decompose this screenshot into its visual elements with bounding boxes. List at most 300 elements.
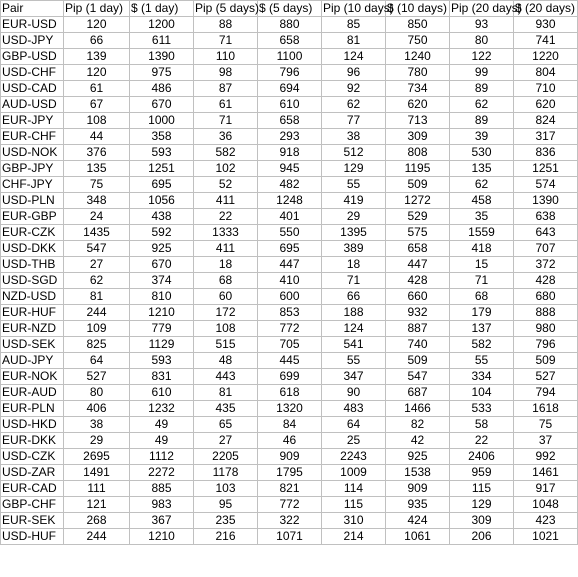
value-cell[interactable]: 89 [450, 113, 514, 129]
value-cell[interactable]: 527 [514, 369, 578, 385]
value-cell[interactable]: 1071 [258, 529, 322, 545]
value-cell[interactable]: 347 [322, 369, 386, 385]
value-cell[interactable]: 62 [64, 273, 130, 289]
value-cell[interactable]: 81 [64, 289, 130, 305]
value-cell[interactable]: 527 [64, 369, 130, 385]
value-cell[interactable]: 658 [258, 33, 322, 49]
value-cell[interactable]: 77 [322, 113, 386, 129]
value-cell[interactable]: 103 [194, 481, 258, 497]
value-cell[interactable]: 62 [322, 97, 386, 113]
value-cell[interactable]: 2695 [64, 449, 130, 465]
value-cell[interactable]: 374 [130, 273, 194, 289]
value-cell[interactable]: 1112 [130, 449, 194, 465]
value-cell[interactable]: 1061 [386, 529, 450, 545]
value-cell[interactable]: 124 [322, 321, 386, 337]
value-cell[interactable]: 64 [322, 417, 386, 433]
value-cell[interactable]: 670 [130, 97, 194, 113]
value-cell[interactable]: 120 [64, 65, 130, 81]
value-cell[interactable]: 92 [322, 81, 386, 97]
value-cell[interactable]: 447 [386, 257, 450, 273]
value-cell[interactable]: 530 [450, 145, 514, 161]
value-cell[interactable]: 71 [450, 273, 514, 289]
value-cell[interactable]: 600 [258, 289, 322, 305]
pair-cell[interactable]: AUD-JPY [1, 353, 64, 369]
value-cell[interactable]: 1240 [386, 49, 450, 65]
header-cell-pip-20-days[interactable]: Pip (20 days) [451, 1, 522, 15]
pair-cell[interactable]: EUR-USD [1, 17, 64, 33]
value-cell[interactable]: 121 [64, 497, 130, 513]
value-cell[interactable]: 244 [64, 305, 130, 321]
value-cell[interactable]: 509 [386, 353, 450, 369]
value-cell[interactable]: 810 [130, 289, 194, 305]
value-cell[interactable]: 66 [322, 289, 386, 305]
value-cell[interactable]: 582 [194, 145, 258, 161]
value-cell[interactable]: 658 [258, 113, 322, 129]
value-cell[interactable]: 65 [194, 417, 258, 433]
value-cell[interactable]: 99 [450, 65, 514, 81]
value-cell[interactable]: 61 [194, 97, 258, 113]
value-cell[interactable]: 917 [514, 481, 578, 497]
value-cell[interactable]: 925 [386, 449, 450, 465]
value-cell[interactable]: 322 [258, 513, 322, 529]
value-cell[interactable]: 687 [386, 385, 450, 401]
value-cell[interactable]: 710 [514, 81, 578, 97]
value-cell[interactable]: 67 [64, 97, 130, 113]
value-cell[interactable]: 135 [64, 161, 130, 177]
value-cell[interactable]: 95 [194, 497, 258, 513]
value-cell[interactable]: 887 [386, 321, 450, 337]
value-cell[interactable]: 348 [64, 193, 130, 209]
value-cell[interactable]: 81 [194, 385, 258, 401]
value-cell[interactable]: 808 [386, 145, 450, 161]
value-cell[interactable]: 401 [258, 209, 322, 225]
value-cell[interactable]: 135 [450, 161, 514, 177]
value-cell[interactable]: 310 [322, 513, 386, 529]
value-cell[interactable]: 71 [194, 33, 258, 49]
value-cell[interactable]: 410 [258, 273, 322, 289]
value-cell[interactable]: 796 [258, 65, 322, 81]
value-cell[interactable]: 418 [450, 241, 514, 257]
value-cell[interactable]: 18 [322, 257, 386, 273]
value-cell[interactable]: 1021 [514, 529, 578, 545]
value-cell[interactable]: 983 [130, 497, 194, 513]
value-cell[interactable]: 593 [130, 353, 194, 369]
value-cell[interactable]: 66 [64, 33, 130, 49]
pair-cell[interactable]: CHF-JPY [1, 177, 64, 193]
value-cell[interactable]: 111 [64, 481, 130, 497]
value-cell[interactable]: 1009 [322, 465, 386, 481]
value-cell[interactable]: 547 [386, 369, 450, 385]
value-cell[interactable]: 115 [322, 497, 386, 513]
value-cell[interactable]: 1538 [386, 465, 450, 481]
value-cell[interactable]: 124 [322, 49, 386, 65]
value-cell[interactable]: 1195 [386, 161, 450, 177]
value-cell[interactable]: 216 [194, 529, 258, 545]
value-cell[interactable]: 2406 [450, 449, 514, 465]
header-cell-pip-5-days[interactable]: Pip (5 days) [195, 1, 260, 15]
value-cell[interactable]: 120 [64, 17, 130, 33]
value-cell[interactable]: 22 [450, 433, 514, 449]
value-cell[interactable]: 55 [450, 353, 514, 369]
value-cell[interactable]: 483 [322, 401, 386, 417]
value-cell[interactable]: 42 [386, 433, 450, 449]
value-cell[interactable]: 309 [386, 129, 450, 145]
value-cell[interactable]: 592 [130, 225, 194, 241]
value-cell[interactable]: 794 [514, 385, 578, 401]
value-cell[interactable]: 734 [386, 81, 450, 97]
value-cell[interactable]: 62 [450, 177, 514, 193]
value-cell[interactable]: 110 [194, 49, 258, 65]
header-cell-usd-10-days[interactable]: $ (10 days) [386, 1, 450, 17]
value-cell[interactable]: 541 [322, 337, 386, 353]
value-cell[interactable]: 885 [130, 481, 194, 497]
value-cell[interactable]: 509 [514, 353, 578, 369]
value-cell[interactable]: 71 [194, 113, 258, 129]
value-cell[interactable]: 638 [514, 209, 578, 225]
value-cell[interactable]: 35 [450, 209, 514, 225]
value-cell[interactable]: 880 [258, 17, 322, 33]
value-cell[interactable]: 515 [194, 337, 258, 353]
value-cell[interactable]: 52 [194, 177, 258, 193]
value-cell[interactable]: 15 [450, 257, 514, 273]
value-cell[interactable]: 376 [64, 145, 130, 161]
pair-cell[interactable]: EUR-SEK [1, 513, 64, 529]
value-cell[interactable]: 68 [450, 289, 514, 305]
value-cell[interactable]: 108 [64, 113, 130, 129]
value-cell[interactable]: 1491 [64, 465, 130, 481]
pair-cell[interactable]: EUR-GBP [1, 209, 64, 225]
value-cell[interactable]: 179 [450, 305, 514, 321]
value-cell[interactable]: 80 [450, 33, 514, 49]
value-cell[interactable]: 1100 [258, 49, 322, 65]
value-cell[interactable]: 88 [194, 17, 258, 33]
value-cell[interactable]: 1056 [130, 193, 194, 209]
value-cell[interactable]: 1210 [130, 529, 194, 545]
value-cell[interactable]: 443 [194, 369, 258, 385]
value-cell[interactable]: 620 [386, 97, 450, 113]
value-cell[interactable]: 482 [258, 177, 322, 193]
value-cell[interactable]: 46 [258, 433, 322, 449]
value-cell[interactable]: 27 [194, 433, 258, 449]
pair-cell[interactable]: EUR-JPY [1, 113, 64, 129]
value-cell[interactable]: 932 [386, 305, 450, 321]
value-cell[interactable]: 367 [130, 513, 194, 529]
value-cell[interactable]: 853 [258, 305, 322, 321]
value-cell[interactable]: 1272 [386, 193, 450, 209]
pair-cell[interactable]: USD-NOK [1, 145, 64, 161]
value-cell[interactable]: 49 [130, 433, 194, 449]
value-cell[interactable]: 643 [514, 225, 578, 241]
value-cell[interactable]: 1333 [194, 225, 258, 241]
value-cell[interactable]: 122 [450, 49, 514, 65]
value-cell[interactable]: 172 [194, 305, 258, 321]
value-cell[interactable]: 618 [258, 385, 322, 401]
value-cell[interactable]: 610 [130, 385, 194, 401]
value-cell[interactable]: 206 [450, 529, 514, 545]
value-cell[interactable]: 825 [64, 337, 130, 353]
pair-cell[interactable]: USD-CHF [1, 65, 64, 81]
value-cell[interactable]: 411 [194, 193, 258, 209]
value-cell[interactable]: 959 [450, 465, 514, 481]
value-cell[interactable]: 925 [130, 241, 194, 257]
value-cell[interactable]: 24 [64, 209, 130, 225]
value-cell[interactable]: 235 [194, 513, 258, 529]
value-cell[interactable]: 1390 [130, 49, 194, 65]
value-cell[interactable]: 1251 [130, 161, 194, 177]
value-cell[interactable]: 1200 [130, 17, 194, 33]
value-cell[interactable]: 694 [258, 81, 322, 97]
value-cell[interactable]: 268 [64, 513, 130, 529]
value-cell[interactable]: 104 [450, 385, 514, 401]
value-cell[interactable]: 593 [130, 145, 194, 161]
pair-cell[interactable]: EUR-CZK [1, 225, 64, 241]
value-cell[interactable]: 435 [194, 401, 258, 417]
value-cell[interactable]: 317 [514, 129, 578, 145]
header-cell-pair[interactable]: Pair [1, 1, 64, 17]
value-cell[interactable]: 804 [514, 65, 578, 81]
pair-cell[interactable]: EUR-AUD [1, 385, 64, 401]
value-cell[interactable]: 27 [64, 257, 130, 273]
value-cell[interactable]: 108 [194, 321, 258, 337]
header-cell-usd-5-days[interactable]: $ (5 days) [258, 1, 322, 17]
value-cell[interactable]: 821 [258, 481, 322, 497]
value-cell[interactable]: 741 [514, 33, 578, 49]
value-cell[interactable]: 109 [64, 321, 130, 337]
value-cell[interactable]: 486 [130, 81, 194, 97]
value-cell[interactable]: 707 [514, 241, 578, 257]
value-cell[interactable]: 115 [450, 481, 514, 497]
value-cell[interactable]: 850 [386, 17, 450, 33]
pair-cell[interactable]: USD-ZAR [1, 465, 64, 481]
value-cell[interactable]: 1251 [514, 161, 578, 177]
value-cell[interactable]: 909 [258, 449, 322, 465]
value-cell[interactable]: 114 [322, 481, 386, 497]
value-cell[interactable]: 930 [514, 17, 578, 33]
value-cell[interactable]: 428 [514, 273, 578, 289]
value-cell[interactable]: 89 [450, 81, 514, 97]
value-cell[interactable]: 1232 [130, 401, 194, 417]
value-cell[interactable]: 38 [322, 129, 386, 145]
pair-cell[interactable]: USD-SEK [1, 337, 64, 353]
value-cell[interactable]: 945 [258, 161, 322, 177]
value-cell[interactable]: 129 [450, 497, 514, 513]
value-cell[interactable]: 22 [194, 209, 258, 225]
value-cell[interactable]: 2243 [322, 449, 386, 465]
value-cell[interactable]: 84 [258, 417, 322, 433]
value-cell[interactable]: 75 [64, 177, 130, 193]
value-cell[interactable]: 102 [194, 161, 258, 177]
value-cell[interactable]: 358 [130, 129, 194, 145]
value-cell[interactable]: 750 [386, 33, 450, 49]
pair-cell[interactable]: EUR-CHF [1, 129, 64, 145]
header-cell-usd-1-day[interactable]: $ (1 day) [130, 1, 194, 17]
value-cell[interactable]: 1461 [514, 465, 578, 481]
value-cell[interactable]: 39 [450, 129, 514, 145]
value-cell[interactable]: 68 [194, 273, 258, 289]
value-cell[interactable]: 87 [194, 81, 258, 97]
value-cell[interactable]: 423 [514, 513, 578, 529]
pair-cell[interactable]: NZD-USD [1, 289, 64, 305]
value-cell[interactable]: 1395 [322, 225, 386, 241]
value-cell[interactable]: 38 [64, 417, 130, 433]
value-cell[interactable]: 992 [514, 449, 578, 465]
value-cell[interactable]: 1248 [258, 193, 322, 209]
header-cell-pip-1-day[interactable]: Pip (1 day) [64, 1, 130, 17]
value-cell[interactable]: 71 [322, 273, 386, 289]
pair-cell[interactable]: EUR-HUF [1, 305, 64, 321]
value-cell[interactable]: 610 [258, 97, 322, 113]
value-cell[interactable]: 18 [194, 257, 258, 273]
value-cell[interactable]: 55 [322, 177, 386, 193]
pair-cell[interactable]: USD-HKD [1, 417, 64, 433]
value-cell[interactable]: 796 [514, 337, 578, 353]
pair-cell[interactable]: EUR-NZD [1, 321, 64, 337]
value-cell[interactable]: 695 [258, 241, 322, 257]
value-cell[interactable]: 293 [258, 129, 322, 145]
value-cell[interactable]: 55 [322, 353, 386, 369]
value-cell[interactable]: 80 [64, 385, 130, 401]
value-cell[interactable]: 61 [64, 81, 130, 97]
value-cell[interactable]: 1178 [194, 465, 258, 481]
value-cell[interactable]: 428 [386, 273, 450, 289]
value-cell[interactable]: 309 [450, 513, 514, 529]
value-cell[interactable]: 547 [64, 241, 130, 257]
pair-cell[interactable]: GBP-CHF [1, 497, 64, 513]
value-cell[interactable]: 419 [322, 193, 386, 209]
value-cell[interactable]: 96 [322, 65, 386, 81]
value-cell[interactable]: 1048 [514, 497, 578, 513]
value-cell[interactable]: 824 [514, 113, 578, 129]
value-cell[interactable]: 533 [450, 401, 514, 417]
value-cell[interactable]: 909 [386, 481, 450, 497]
value-cell[interactable]: 1618 [514, 401, 578, 417]
value-cell[interactable]: 658 [386, 241, 450, 257]
value-cell[interactable]: 48 [194, 353, 258, 369]
pair-cell[interactable]: EUR-NOK [1, 369, 64, 385]
value-cell[interactable]: 529 [386, 209, 450, 225]
value-cell[interactable]: 372 [514, 257, 578, 273]
value-cell[interactable]: 458 [450, 193, 514, 209]
value-cell[interactable]: 620 [514, 97, 578, 113]
value-cell[interactable]: 389 [322, 241, 386, 257]
pair-cell[interactable]: USD-CZK [1, 449, 64, 465]
value-cell[interactable]: 1000 [130, 113, 194, 129]
value-cell[interactable]: 438 [130, 209, 194, 225]
value-cell[interactable]: 445 [258, 353, 322, 369]
value-cell[interactable]: 918 [258, 145, 322, 161]
value-cell[interactable]: 1220 [514, 49, 578, 65]
value-cell[interactable]: 699 [258, 369, 322, 385]
value-cell[interactable]: 1466 [386, 401, 450, 417]
value-cell[interactable]: 37 [514, 433, 578, 449]
pair-cell[interactable]: USD-SGD [1, 273, 64, 289]
value-cell[interactable]: 85 [322, 17, 386, 33]
value-cell[interactable]: 98 [194, 65, 258, 81]
value-cell[interactable]: 1320 [258, 401, 322, 417]
value-cell[interactable]: 60 [194, 289, 258, 305]
value-cell[interactable]: 935 [386, 497, 450, 513]
value-cell[interactable]: 611 [130, 33, 194, 49]
pair-cell[interactable]: USD-CAD [1, 81, 64, 97]
value-cell[interactable]: 574 [514, 177, 578, 193]
pair-cell[interactable]: USD-THB [1, 257, 64, 273]
value-cell[interactable]: 740 [386, 337, 450, 353]
value-cell[interactable]: 772 [258, 321, 322, 337]
value-cell[interactable]: 772 [258, 497, 322, 513]
value-cell[interactable]: 29 [64, 433, 130, 449]
value-cell[interactable]: 582 [450, 337, 514, 353]
pair-cell[interactable]: USD-HUF [1, 529, 64, 545]
value-cell[interactable]: 1390 [514, 193, 578, 209]
value-cell[interactable]: 2205 [194, 449, 258, 465]
value-cell[interactable]: 188 [322, 305, 386, 321]
pair-cell[interactable]: USD-PLN [1, 193, 64, 209]
value-cell[interactable]: 75 [514, 417, 578, 433]
value-cell[interactable]: 780 [386, 65, 450, 81]
value-cell[interactable]: 29 [322, 209, 386, 225]
value-cell[interactable]: 836 [514, 145, 578, 161]
value-cell[interactable]: 44 [64, 129, 130, 145]
value-cell[interactable]: 411 [194, 241, 258, 257]
header-cell-pip-10-days[interactable]: Pip (10 days) [323, 1, 394, 15]
value-cell[interactable]: 244 [64, 529, 130, 545]
value-cell[interactable]: 90 [322, 385, 386, 401]
value-cell[interactable]: 779 [130, 321, 194, 337]
value-cell[interactable]: 406 [64, 401, 130, 417]
value-cell[interactable]: 695 [130, 177, 194, 193]
value-cell[interactable]: 139 [64, 49, 130, 65]
value-cell[interactable]: 447 [258, 257, 322, 273]
value-cell[interactable]: 58 [450, 417, 514, 433]
value-cell[interactable]: 424 [386, 513, 450, 529]
value-cell[interactable]: 831 [130, 369, 194, 385]
pair-cell[interactable]: EUR-PLN [1, 401, 64, 417]
value-cell[interactable]: 129 [322, 161, 386, 177]
header-cell-usd-20-days[interactable]: $ (20 days) [514, 1, 578, 17]
value-cell[interactable]: 1795 [258, 465, 322, 481]
pair-cell[interactable]: AUD-USD [1, 97, 64, 113]
pair-cell[interactable]: GBP-JPY [1, 161, 64, 177]
value-cell[interactable]: 888 [514, 305, 578, 321]
pair-cell[interactable]: USD-DKK [1, 241, 64, 257]
pair-cell[interactable]: EUR-DKK [1, 433, 64, 449]
value-cell[interactable]: 137 [450, 321, 514, 337]
value-cell[interactable]: 705 [258, 337, 322, 353]
pair-cell[interactable]: EUR-CAD [1, 481, 64, 497]
value-cell[interactable]: 550 [258, 225, 322, 241]
value-cell[interactable]: 93 [450, 17, 514, 33]
value-cell[interactable]: 49 [130, 417, 194, 433]
value-cell[interactable]: 975 [130, 65, 194, 81]
value-cell[interactable]: 36 [194, 129, 258, 145]
value-cell[interactable]: 334 [450, 369, 514, 385]
value-cell[interactable]: 670 [130, 257, 194, 273]
value-cell[interactable]: 512 [322, 145, 386, 161]
pair-cell[interactable]: GBP-USD [1, 49, 64, 65]
pair-cell[interactable]: USD-JPY [1, 33, 64, 49]
value-cell[interactable]: 81 [322, 33, 386, 49]
value-cell[interactable]: 62 [450, 97, 514, 113]
value-cell[interactable]: 82 [386, 417, 450, 433]
value-cell[interactable]: 1435 [64, 225, 130, 241]
value-cell[interactable]: 680 [514, 289, 578, 305]
value-cell[interactable]: 1129 [130, 337, 194, 353]
value-cell[interactable]: 980 [514, 321, 578, 337]
value-cell[interactable]: 1210 [130, 305, 194, 321]
value-cell[interactable]: 713 [386, 113, 450, 129]
value-cell[interactable]: 1559 [450, 225, 514, 241]
value-cell[interactable]: 214 [322, 529, 386, 545]
